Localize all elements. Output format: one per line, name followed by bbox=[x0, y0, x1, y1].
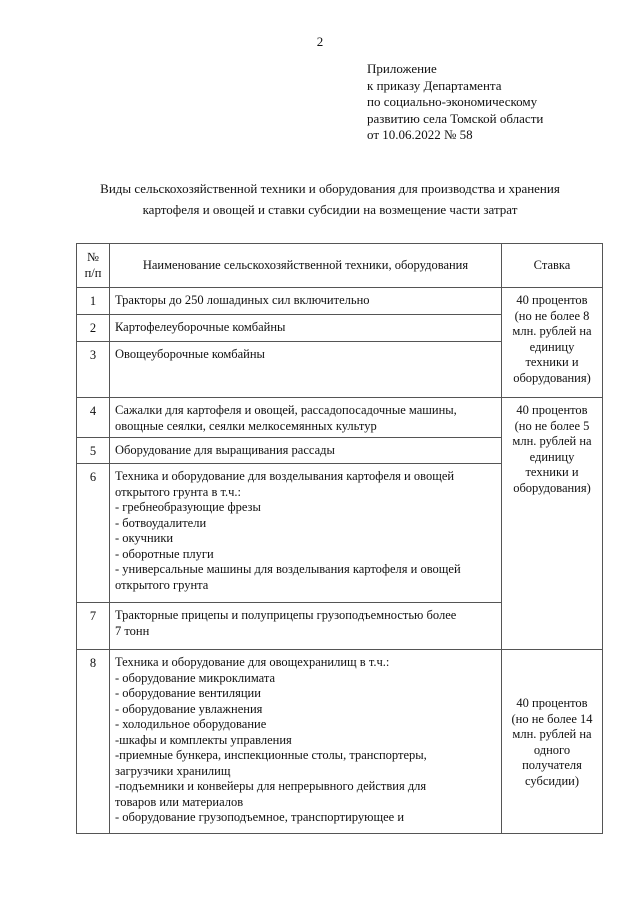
header-num: № п/п bbox=[77, 244, 110, 288]
row-name: Техника и оборудование для овощехранилищ в т.ч.: - оборудование микроклимата - оборудование вентиляции - оборудование увлажнения - холодильное оборудование -шкафы и комплекты управления -приемные бункера, инспекционные столы, транспортеры, загрузчики хранилищ -подъемники и конвейеры для непрерывного действия для товаров или материалов - оборудование грузоподъемное, транспортирующее и bbox=[110, 650, 502, 834]
row-name: Тракторы до 250 лошадиных сил включительно bbox=[110, 288, 502, 315]
row-number: 4 bbox=[77, 398, 110, 438]
rate-cell: 40 процентов (но не более 14 млн. рублей на одного получателя субсидии) bbox=[502, 650, 603, 834]
title-line-2: картофеля и овощей и ставки субсидии на возмещение части затрат bbox=[142, 202, 518, 217]
appendix-line: от 10.06.2022 № 58 bbox=[367, 127, 473, 142]
table-row bbox=[77, 650, 603, 834]
page-number: 2 bbox=[316, 34, 324, 49]
row-name: Техника и оборудование для возделывания картофеля и овощей открытого грунта в т.ч.: - гребнеобразующие фрезы - ботвоудалители - окучники - оборотные плуги - универсальные машины для возделывания картофеля и овощей открытого грунта bbox=[110, 464, 502, 603]
title-line-1: Виды сельскохозяйственной техники и оборудования для производства и хранения bbox=[100, 181, 560, 196]
document-title bbox=[80, 178, 580, 220]
row-number: 6 bbox=[77, 464, 110, 603]
table-row bbox=[77, 398, 603, 438]
appendix-line: по социально-экономическому bbox=[367, 94, 538, 109]
row-number: 3 bbox=[77, 342, 110, 398]
row-name: Овощеуборочные комбайны bbox=[110, 342, 502, 398]
rate-cell: 40 процентов (но не более 5 млн. рублей на единицу техники и оборудования) bbox=[502, 398, 603, 650]
table-header-row bbox=[77, 244, 603, 288]
table-row bbox=[77, 288, 603, 315]
header-rate: Ставка bbox=[502, 244, 603, 288]
row-name: Картофелеуборочные комбайны bbox=[110, 315, 502, 342]
row-name: Тракторные прицепы и полуприцепы грузоподъемностью более 7 тонн bbox=[110, 603, 502, 650]
header-name: Наименование сельскохозяйственной техники, оборудования bbox=[110, 244, 502, 288]
row-number: 8 bbox=[77, 650, 110, 834]
appendix-line: Приложение bbox=[367, 61, 437, 76]
row-number: 5 bbox=[77, 438, 110, 464]
row-name: Оборудование для выращивания рассады bbox=[110, 438, 502, 464]
row-number: 7 bbox=[77, 603, 110, 650]
rate-cell: 40 процентов (но не более 8 млн. рублей на единицу техники и оборудования) bbox=[502, 288, 603, 398]
appendix-block bbox=[367, 61, 543, 144]
row-name: Сажалки для картофеля и овощей, рассадопосадочные машины, овощные сеялки, сеялки мелкосемянных культур bbox=[110, 398, 502, 438]
equipment-table bbox=[76, 243, 603, 834]
appendix-line: к приказу Департамента bbox=[367, 77, 502, 93]
row-number: 1 bbox=[77, 288, 110, 315]
appendix-line: развитию села Томской области bbox=[367, 110, 544, 126]
row-number: 2 bbox=[77, 315, 110, 342]
